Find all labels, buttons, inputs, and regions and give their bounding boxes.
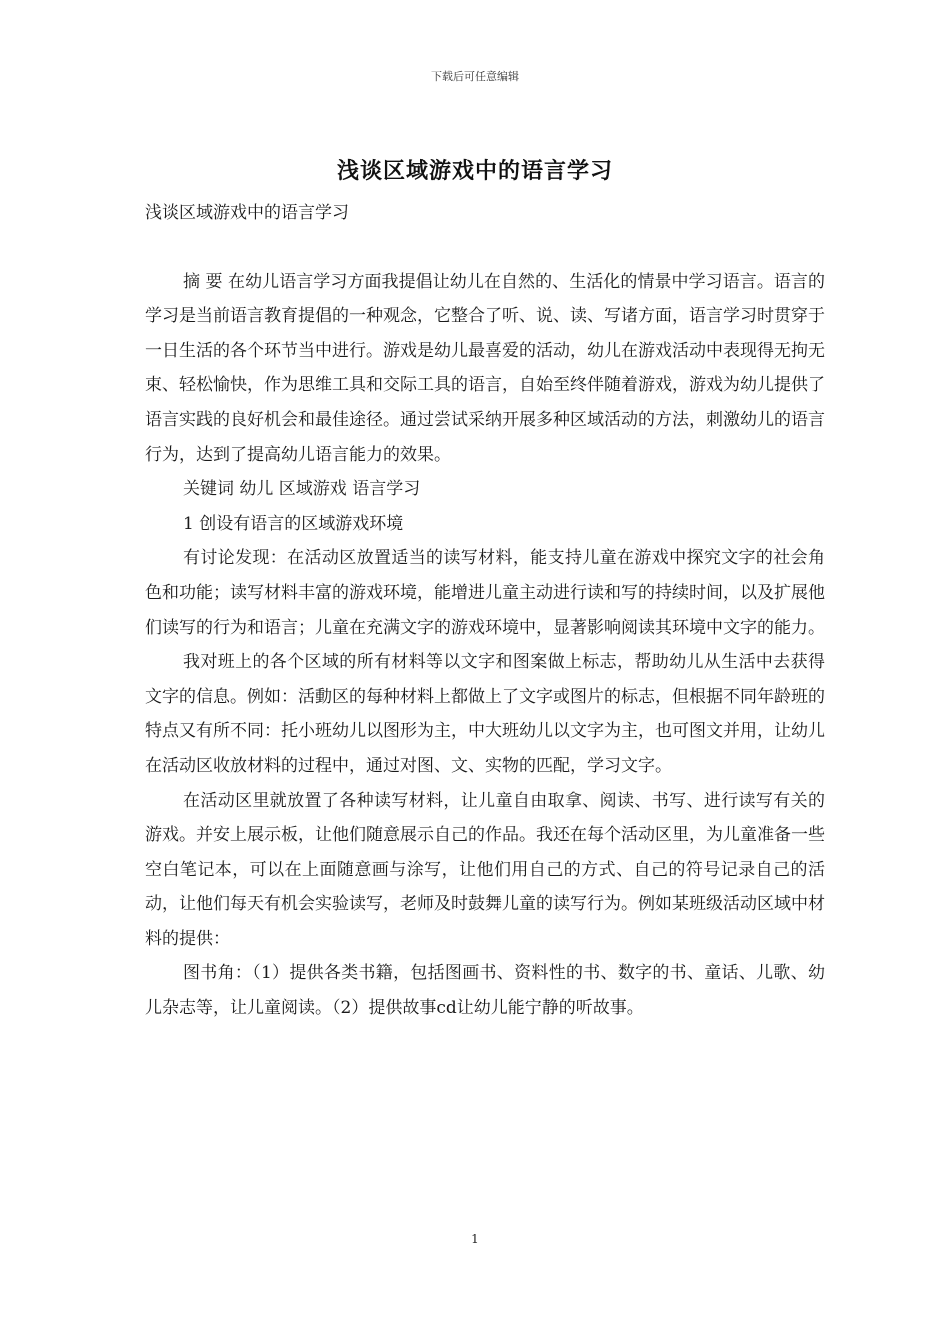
page-header: 下载后可任意编辑 xyxy=(431,70,519,83)
document-title: 浅谈区域游戏中的语言学习 xyxy=(336,158,613,184)
body-paragraph: 我对班上的各个区域的所有材料等以文字和图案做上标志，帮助幼儿从生活中去获得文字的信息。例如：活動区的每种材料上都做上了文字或图片的标志，但根据不同年龄班的特点又有所不同：托小班幼儿以图形为主，中大班幼儿以文字为主，也可图文并用，让幼儿在活动区收放材料的过程中，通过对图、文、实物的匹配，学习文字。 xyxy=(145,652,825,776)
section-heading: 1 创设有语言的区域游戏环境 xyxy=(183,513,404,534)
document-body xyxy=(145,196,825,1026)
blank-line xyxy=(145,231,825,265)
abstract-paragraph: 摘 要 在幼儿语言学习方面我提倡让幼儿在自然的、生活化的情景中学习语言。语言的学习是当前语言教育提倡的一种观念，它整合了听、说、读、写诸方面，语言学习时贯穿于一日生活的各个环节当中进行。游戏是幼儿最喜爱的活动，幼儿在游戏活动中表现得无拘无束、轻松愉快，作为思维工具和交际工具的语言，自始至终伴随着游戏，游戏为幼儿提供了语言实践的良好机会和最佳途径。通过尝试采纳开展多种区域活动的方法，刺激幼儿的语言行为，达到了提高幼儿语言能力的效果。 xyxy=(145,271,825,465)
body-paragraph: 在活动区里就放置了各种读写材料，让儿童自由取拿、阅读、书写、进行读写有关的游戏。并安上展示板，让他们随意展示自己的作品。我还在每个活动区里，为儿童准备一些空白笔记本，可以在上面随意画与涂写，让他们用自己的方式、自己的符号记录自己的活动，让他们每天有机会实验读写，老师及时鼓舞儿童的读写行为。例如某班级活动区域中材料的提供： xyxy=(145,790,825,949)
document-subtitle: 浅谈区域游戏中的语言学习 xyxy=(145,203,349,223)
page-number: 1 xyxy=(471,1232,479,1246)
body-paragraph: 图书角：（1）提供各类书籍，包括图画书、资料性的书、数字的书、童话、儿歌、幼儿杂志等，让儿童阅读。（2）提供故事cd让幼儿能宁静的听故事。 xyxy=(145,963,825,1019)
body-paragraph: 有讨论发现：在活动区放置适当的读写材料，能支持儿童在游戏中探究文字的社会角色和功能；读写材料丰富的游戏环境，能增进儿童主动进行读和写的持续时间，以及扩展他们读写的行为和语言；儿童在充满文字的游戏环境中，显著影响阅读其环境中文字的能力。 xyxy=(145,548,825,638)
keywords-line: 关键词 幼儿 区域游戏 语言学习 xyxy=(183,479,421,500)
